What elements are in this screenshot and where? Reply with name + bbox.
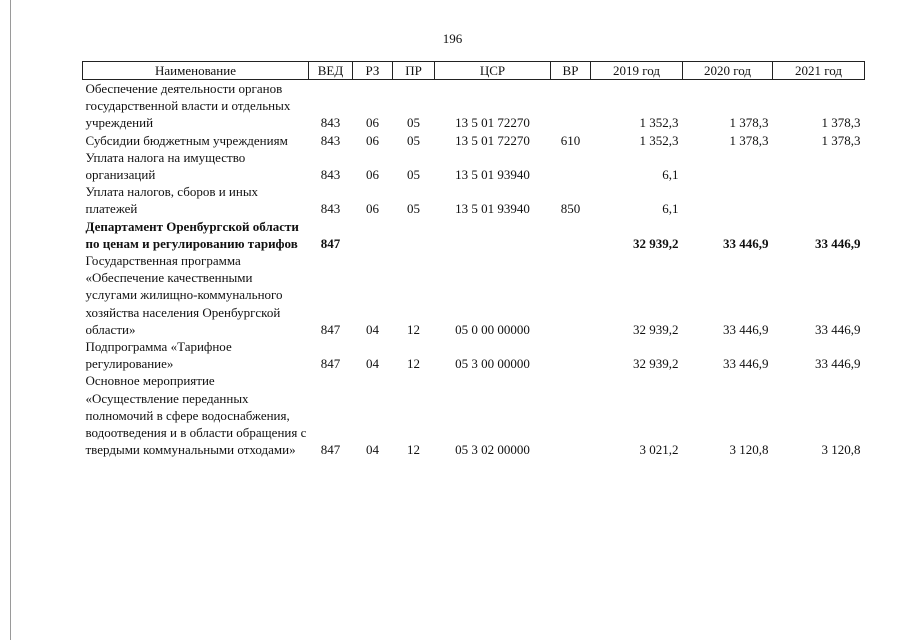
row-pr xyxy=(393,218,435,252)
row-rz: 06 xyxy=(366,115,379,131)
row-csr xyxy=(435,218,551,252)
row-vr: 850 xyxy=(560,201,581,217)
budget-table-container xyxy=(82,61,864,458)
row-rz xyxy=(353,218,393,252)
row-csr: 13 5 01 72270 xyxy=(455,132,530,148)
table-header xyxy=(83,62,865,80)
row-2021: 1 378,3 xyxy=(821,132,861,148)
row-name: Субсидии бюджетным учреждениям xyxy=(85,132,288,148)
row-2020: 1 378,3 xyxy=(729,115,769,131)
header-name: Наименование xyxy=(83,62,309,80)
row-2019: 1 352,3 xyxy=(639,132,679,148)
header-2021: 2021 год xyxy=(773,62,865,80)
header-pr: ПР xyxy=(393,62,435,80)
header-ved: ВЕД xyxy=(309,62,353,80)
row-pr: 05 xyxy=(407,132,420,148)
row-rz: 06 xyxy=(366,201,379,217)
row-2020: 33 446,9 xyxy=(723,235,769,251)
row-vr xyxy=(551,372,591,458)
row-2020: 3 120,8 xyxy=(729,442,769,458)
row-csr: 05 3 02 00000 xyxy=(455,442,530,458)
row-rz: 04 xyxy=(366,321,379,337)
row-name: Обеспечение деятельности органов государственной власти и отдельных учреждений xyxy=(85,81,291,131)
row-name: Основное мероприятие «Осуществление переданных полномочий в сфере водоснабжения, водоотведения и в области обращения с твердыми коммунальными отходами» xyxy=(85,373,307,458)
row-rz: 06 xyxy=(366,132,379,148)
row-name: Уплата налогов, сборов и иных платежей xyxy=(85,184,259,217)
budget-table xyxy=(82,61,865,458)
table-row xyxy=(83,149,865,183)
header-2020: 2020 год xyxy=(683,62,773,80)
header-csr: ЦСР xyxy=(435,62,551,80)
page-number: 196 xyxy=(442,31,463,46)
header-row xyxy=(83,62,865,80)
table-row xyxy=(83,80,865,132)
row-2020 xyxy=(683,149,773,183)
row-ved: 843 xyxy=(320,167,341,183)
row-2019: 32 939,2 xyxy=(633,321,679,337)
row-rz: 06 xyxy=(366,167,379,183)
row-vr: 610 xyxy=(560,132,581,148)
row-2020 xyxy=(683,183,773,217)
row-2019: 32 939,2 xyxy=(633,235,679,251)
row-2021: 33 446,9 xyxy=(815,235,861,251)
row-name: Государственная программа «Обеспечение качественными услугами жилищно-коммунального хозяйства населения Оренбургской области» xyxy=(85,253,283,337)
row-csr: 13 5 01 72270 xyxy=(455,115,530,131)
row-2019: 32 939,2 xyxy=(633,356,679,372)
row-2021: 3 120,8 xyxy=(821,442,861,458)
row-name: Департамент Оренбургской области по ценам и регулированию тарифов xyxy=(85,218,299,251)
row-vr xyxy=(551,338,591,372)
row-2019: 6,1 xyxy=(662,167,679,183)
row-2021: 1 378,3 xyxy=(821,115,861,131)
row-2020: 33 446,9 xyxy=(723,356,769,372)
row-pr: 05 xyxy=(407,201,420,217)
table-body xyxy=(83,80,865,459)
table-row xyxy=(83,372,865,458)
row-ved: 847 xyxy=(320,235,341,251)
row-csr: 13 5 01 93940 xyxy=(455,201,530,217)
row-pr: 05 xyxy=(407,167,420,183)
table-row xyxy=(83,338,865,372)
header-2019: 2019 год xyxy=(591,62,683,80)
row-name: Уплата налога на имущество организаций xyxy=(85,149,246,183)
row-pr: 12 xyxy=(407,356,420,372)
row-csr: 05 3 00 00000 xyxy=(455,356,530,372)
row-ved: 847 xyxy=(320,321,341,337)
table-row xyxy=(83,132,865,149)
row-2021: 33 446,9 xyxy=(815,356,861,372)
row-2019: 3 021,2 xyxy=(639,442,679,458)
row-2019: 6,1 xyxy=(662,201,679,217)
row-ved: 843 xyxy=(320,132,341,148)
row-vr xyxy=(551,80,591,132)
row-vr xyxy=(551,149,591,183)
row-pr: 12 xyxy=(407,442,420,458)
header-vr: ВР xyxy=(551,62,591,80)
row-2021: 33 446,9 xyxy=(815,321,861,337)
row-pr: 05 xyxy=(407,115,420,131)
table-row xyxy=(83,183,865,217)
row-ved: 847 xyxy=(320,442,341,458)
row-2020: 33 446,9 xyxy=(723,321,769,337)
row-rz: 04 xyxy=(366,442,379,458)
table-row xyxy=(83,252,865,338)
row-rz: 04 xyxy=(366,356,379,372)
row-vr xyxy=(551,252,591,338)
row-vr xyxy=(551,218,591,252)
row-name: Подпрограмма «Тарифное регулирование» xyxy=(85,339,232,372)
row-2019: 1 352,3 xyxy=(639,115,679,131)
row-2020: 1 378,3 xyxy=(729,132,769,148)
row-ved: 843 xyxy=(320,115,341,131)
table-row xyxy=(83,218,865,252)
row-ved: 847 xyxy=(320,356,341,372)
row-csr: 05 0 00 00000 xyxy=(455,321,530,337)
row-ved: 843 xyxy=(320,201,341,217)
left-margin-rule xyxy=(10,0,11,640)
row-2021 xyxy=(773,183,865,217)
row-csr: 13 5 01 93940 xyxy=(455,167,530,183)
row-pr: 12 xyxy=(407,321,420,337)
row-2021 xyxy=(773,149,865,183)
header-rz: РЗ xyxy=(353,62,393,80)
